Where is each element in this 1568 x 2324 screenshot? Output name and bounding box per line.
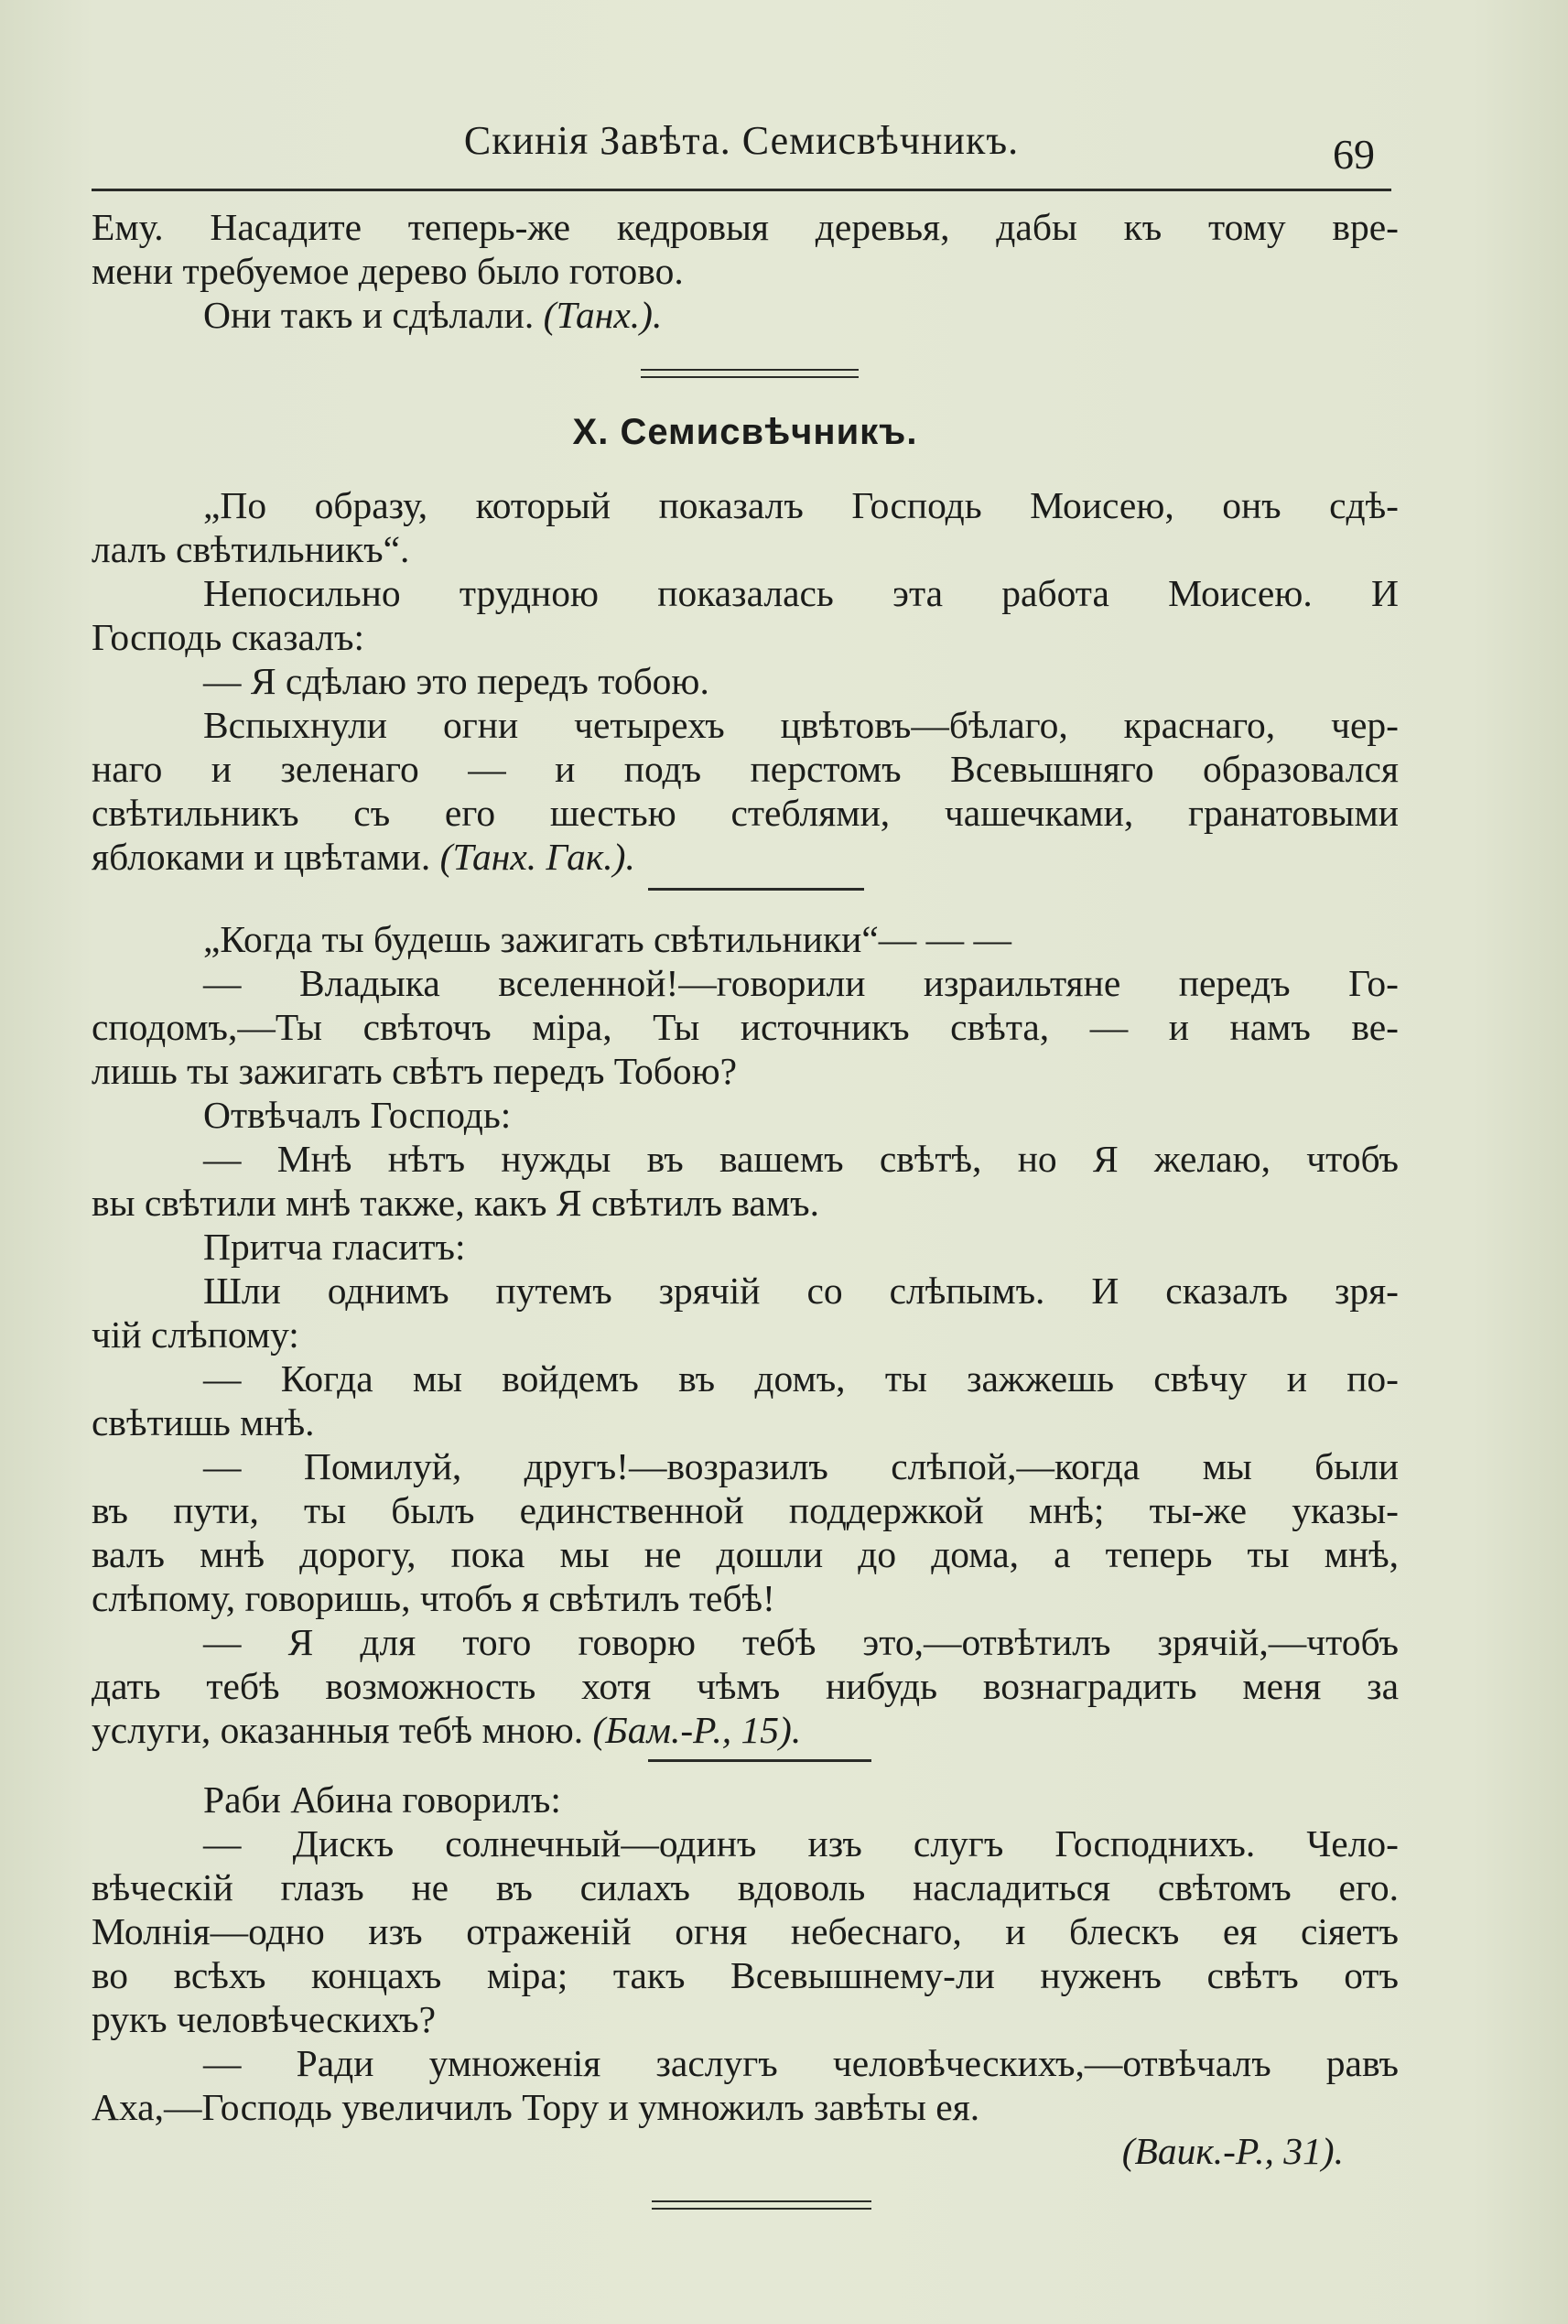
text-line xyxy=(92,1708,1399,1752)
text-line: мени требуемое дерево было готово. xyxy=(92,250,684,292)
source-citation: (Танх.). xyxy=(543,294,663,336)
text-line: вѣческій глазъ не въ силахъ вдоволь насладиться свѣтомъ его. xyxy=(92,1866,1399,1908)
text-line xyxy=(92,835,1399,879)
text-line: во всѣхъ концахъ міра; такъ Всевышнему-ли нуженъ свѣтъ отъ xyxy=(92,1954,1399,1996)
text-segment: яблоками и цвѣтами. xyxy=(92,836,440,878)
text-line: — Владыка вселенной!—говорили израильтяне передъ Го- xyxy=(203,962,1399,1004)
paragraph-continuation xyxy=(92,205,1399,337)
text-line: сподомъ,—Ты свѣточъ міра, Ты источникъ свѣта, — и намъ ве- xyxy=(92,1006,1399,1048)
text-line: Вспыхнули огни четырехъ цвѣтовъ—бѣлаго, краснаго, чер- xyxy=(203,704,1399,746)
end-divider-double xyxy=(652,2200,871,2210)
source-citation: (Танх. Гак.). xyxy=(439,836,635,878)
divider xyxy=(648,888,864,891)
text-line: „По образу, который показалъ Господь Моисею, онъ сдѣ- xyxy=(203,484,1399,526)
text-line: валъ мнѣ дорогу, пока мы не дошли до дома, а теперь ты мнѣ, xyxy=(92,1533,1399,1575)
text-line: — Мнѣ нѣтъ нужды въ вашемъ свѣтѣ, но Я желаю, чтобъ xyxy=(203,1138,1399,1180)
text-line: — Когда мы войдемъ въ домъ, ты зажжешь свѣчу и по- xyxy=(203,1357,1399,1400)
divider xyxy=(648,1759,871,1762)
text-line: — Я сдѣлаю это передъ тобою. xyxy=(203,660,709,702)
text-line: Притча гласитъ: xyxy=(203,1226,466,1268)
text-line: Аха,—Господь увеличилъ Тору и умножилъ завѣты ея. xyxy=(92,2086,980,2128)
text-segment: Они такъ и сдѣлали. xyxy=(203,294,544,336)
text-line: наго и зеленаго — и подъ перстомъ Всевышняго образовался xyxy=(92,748,1399,790)
text-line: — Помилуй, другъ!—возразилъ слѣпой,—когда мы были xyxy=(203,1445,1399,1487)
section-divider-double xyxy=(641,369,859,378)
paragraph-group xyxy=(92,483,1399,879)
text-line xyxy=(92,293,1399,337)
text-line: Раби Абина говорилъ: xyxy=(203,1778,561,1821)
text-line: Господь сказалъ: xyxy=(92,616,364,658)
paragraph-group xyxy=(92,917,1399,1752)
text-line: свѣтильникъ съ его шестью стеблями, чашечками, гранатовыми xyxy=(92,792,1399,834)
text-line: Ему. Насадите теперь-же кедровыя деревья, дабы къ тому вре- xyxy=(92,206,1399,248)
text-line: вы свѣтили мнѣ также, какъ Я свѣтилъ вамъ. xyxy=(92,1182,819,1224)
page-header xyxy=(92,108,1391,191)
paragraph-group xyxy=(92,1778,1399,2173)
text-line: — Дискъ солнечный—одинъ изъ слугъ Господнихъ. Чело- xyxy=(203,1822,1399,1865)
page-number: 69 xyxy=(1333,131,1375,178)
text-line: слѣпому, говоришь, чтобъ я свѣтилъ тебѣ! xyxy=(92,1577,775,1619)
text-line: Молнія—одно изъ отраженій огня небеснаго, и блескъ ея сіяетъ xyxy=(92,1910,1399,1952)
text-line: въ пути, ты былъ единственной поддержкой мнѣ; ты-же указы- xyxy=(92,1489,1399,1531)
section-heading: X. Семисвѣчникъ. xyxy=(572,412,918,452)
text-line: — Я для того говорю тебѣ это,—отвѣтилъ зрячій,—чтобъ xyxy=(203,1621,1399,1663)
text-line: Непосильно трудною показалась эта работа Моисею. И xyxy=(203,572,1399,614)
text-line: Отвѣчалъ Господь: xyxy=(203,1094,512,1136)
source-citation: (Ваик.-Р., 31). xyxy=(1121,2130,1344,2172)
text-line: лалъ свѣтильникъ“. xyxy=(92,528,410,570)
text-line: рукъ человѣческихъ? xyxy=(92,1998,436,2040)
text-line: свѣтишь мнѣ. xyxy=(92,1401,315,1443)
text-line: лишь ты зажигать свѣтъ передъ Тобою? xyxy=(92,1050,738,1092)
text-line: Шли однимъ путемъ зрячій со слѣпымъ. И сказалъ зря- xyxy=(203,1270,1399,1312)
text-line: дать тебѣ возможность хотя чѣмъ нибудь вознаградить меня за xyxy=(92,1665,1399,1707)
running-title: Скинія Завѣта. Семисвѣчникъ. xyxy=(463,118,1020,163)
text-line: — Ради умноженія заслугъ человѣческихъ,—отвѣчалъ равъ xyxy=(203,2042,1399,2084)
text-line: чій слѣпому: xyxy=(92,1313,299,1356)
text-segment: услуги, оказанныя тебѣ мною. xyxy=(92,1709,593,1751)
text-line: „Когда ты будешь зажигать свѣтильники“— — — xyxy=(203,918,1011,960)
source-citation: (Бам.-Р., 15). xyxy=(592,1709,802,1751)
